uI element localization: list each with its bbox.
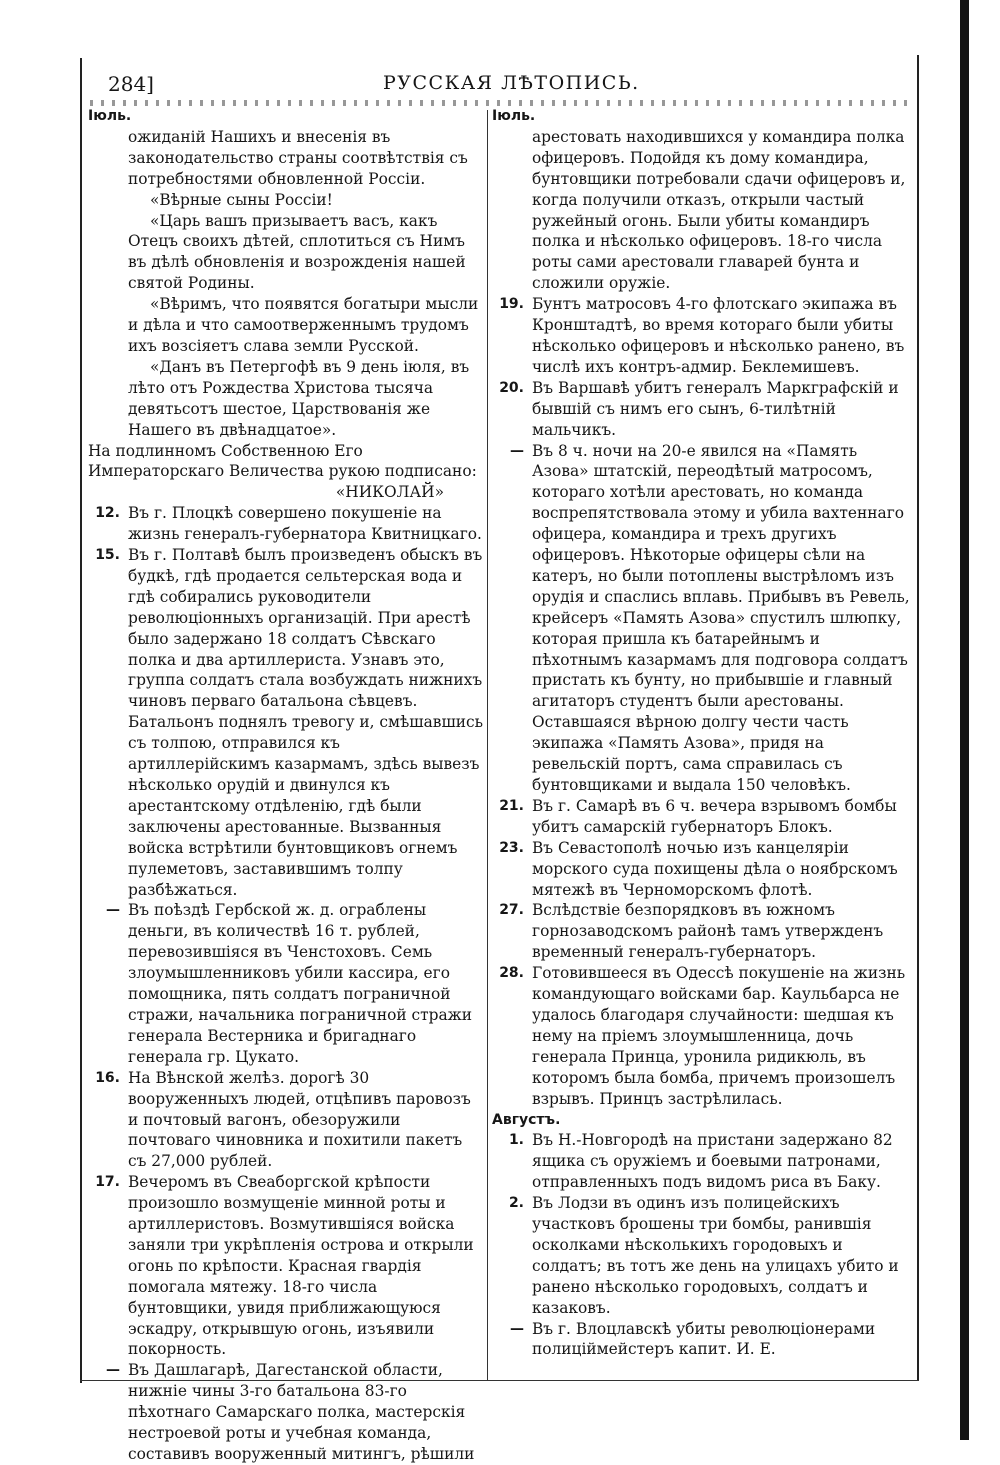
month-label: Іюль. xyxy=(88,108,132,124)
chronicle-entry xyxy=(88,1068,484,1173)
entry-text: Въ Варшавѣ убитъ генералъ Маркграфскій и бывшій съ нимъ его сынъ, 6-тилѣтній мальчикъ. xyxy=(532,378,899,439)
entry-date: 27. xyxy=(499,902,524,919)
chronicle-entry xyxy=(88,900,484,1067)
continuation-paragraph: арестовать находившихся у командира полка офицеровъ. Подойдя къ дому командира, бунтовщики потребовали сдачи офицеровъ и, когда получили отказъ, открыли частый ружейный огонь. Были убиты командиръ полка и нѣсколько офицеровъ. 18-го числа роты сами арестовали главарей бунта и сложили оружіе. xyxy=(532,127,906,293)
chronicle-entry xyxy=(492,378,912,441)
manifesto-paragraph: На подлинномъ Собственною Его Императорскаго Величества рукою подписано: xyxy=(88,441,477,481)
chronicle-entry xyxy=(88,1172,484,1360)
chronicle-entry xyxy=(492,294,912,378)
manifesto-paragraph: ожиданій Нашихъ и внесенія въ законодательство страны соотвѣтствія съ потребностями обновленной Россіи. xyxy=(128,127,468,188)
entry-date: 21. xyxy=(499,797,524,814)
entry-text: Въ г. Плоцкѣ совершено покушеніе на жизнь генералъ-губернатора Квитницкаго. xyxy=(128,504,482,544)
entry-date: 2. xyxy=(508,1195,524,1212)
entry-text: Въ Лодзи въ одинъ изъ полицейскихъ участковъ брошены три бомбы, ранившія осколками нѣсколькихъ городовыхъ и солдатъ; въ тотъ же день на улицахъ убито и ранено нѣсколько городовыхъ, солдатъ и казаковъ. xyxy=(532,1194,899,1317)
chronicle-entry xyxy=(88,545,484,900)
entry-date: 12. xyxy=(95,505,120,522)
chronicle-entry xyxy=(492,796,912,838)
entry-text: Въ г. Самарѣ въ 6 ч. вечера взрывомъ бомбы убитъ самарскій губернаторъ Блокъ. xyxy=(532,796,897,836)
page-header xyxy=(108,72,908,100)
entry-date: 15. xyxy=(95,547,120,564)
entry-date: — xyxy=(510,1320,524,1337)
entry-date: 28. xyxy=(499,965,524,982)
entry-text: Въ Н.-Новгородѣ на пристани задержано 82 ящика съ оружіемъ и боевыми патронами, отправленныхъ подъ видомъ риса въ Баку. xyxy=(532,1131,893,1192)
entry-text: Въ поѣздѣ Гербской ж. д. ограблены деньги, въ количествѣ 16 т. рублей, перевозившіяся въ Ченстоховъ. Семь злоумышленниковъ убили кассира, его помощника, пять солдатъ пограничной стражи, начальника пограничной стражи генерала Вестерника и бригаднаго генерала гр. Цукато. xyxy=(128,901,473,1066)
chronicle-entry xyxy=(492,838,912,901)
entry-date: 17. xyxy=(95,1174,120,1191)
chronicle-entry xyxy=(492,1193,912,1318)
entry-date: 23. xyxy=(499,839,524,856)
chronicle-entry xyxy=(88,1360,484,1465)
column-divider xyxy=(487,110,488,1380)
running-title: РУССКАЯ ЛѢТОПИСЬ. xyxy=(383,72,640,94)
entry-date: — xyxy=(106,902,120,919)
chronicle-entry xyxy=(492,1130,912,1193)
entry-text: Готовившееся въ Одессѣ покушеніе на жизнь командующаго войсками бар. Каульбарса не удалось благодаря случайности: шедшая къ нему на пріемъ злоумышленница, дочь генерала Принца, уронила ридикюль, въ которомъ была бомба, причемъ произошелъ взрывъ. Принцъ застрѣлилась. xyxy=(532,964,906,1108)
right-margin-rule xyxy=(917,55,919,1380)
entry-date: — xyxy=(510,442,524,459)
chronicle-entry xyxy=(88,503,484,545)
right-column xyxy=(492,106,912,1360)
left-margin-rule xyxy=(80,58,82,1383)
entry-text: Въ 8 ч. ночи на 20-е явился на «Память Азова» штатскій, переодѣтый матросомъ, котораго хотѣли арестовать, но команда воспрепятствовала этому и убила вахтеннаго офицера, командира и трехъ другихъ офицеровъ. Нѣкоторые офицеры сѣли на катеръ, но были потоплены выстрѣломъ изъ орудія и спаслись вплавь. Прибывъ въ Ревель, крейсеръ «Память Азова» спустилъ шлюпку, которая пришла къ батарейнымъ и пѣхотнымъ казармамъ для подговора солдатъ пристать къ бунту, но прибывшіе и главный агитаторъ студентъ были арестованы. Оставшаяся вѣрною долгу чести часть экипажа «Память Азова», придя на ревельскій портъ, сама справилась съ бунтовщиками и выдала 150 человѣкъ. xyxy=(532,441,910,794)
entry-date: 20. xyxy=(499,379,524,396)
manifesto-paragraph: «Данъ въ Петергофѣ въ 9 день іюля, въ лѣто отъ Рождества Христова тысяча девятьсотъ шестое, Царствованія же Нашего въ двѣнадцатое». xyxy=(128,357,470,439)
entry-text: Въ г. Полтавѣ былъ произведенъ обыскъ въ будкѣ, гдѣ продается сельтерская вода и гдѣ собирались руководители революціонныхъ организацій. При арестѣ было задержано 18 солдатъ Сѣвскаго полка и два артиллериста. Узнавъ это, группа солдатъ стала возбуждать нижнихъ чиновъ перваго батальона сѣвцевъ. Батальонъ поднялъ тревогу и, смѣшавшись съ толпою, отправился къ артиллерійскимъ казармамъ, здѣсь вывезъ нѣсколько орудій и двинулся къ арестантскому отдѣленію, гдѣ были заключены арестованные. Вызванныя войска встрѣтили бунтовщиковъ огнемъ пулеметовъ, заставившимъ толпу разбѣжаться. xyxy=(128,546,484,899)
manifesto-paragraph: «Вѣримъ, что появятся богатыри мысли и дѣла и что самоотверженнымъ трудомъ ихъ возсіяетъ слава земли Русской. xyxy=(128,295,479,355)
entry-text: Вечеромъ въ Свеаборгской крѣпости произошло возмущеніе минной роты и артиллеристовъ. Возмутившіяся войска заняли три укрѣпленія острова и открыли огонь по крѣпости. Красная гвардія помогала мятежу. 18-го числа бунтовщики, увидя приближающуюся эскадру, открывшую огонь, изъявили покорность. xyxy=(128,1173,474,1359)
signature: «НИКОЛАЙ» xyxy=(335,483,444,502)
chronicle-entry xyxy=(492,900,912,963)
month-label: Августъ. xyxy=(492,1111,561,1128)
month-label: Іюль. xyxy=(492,108,536,124)
page-spine-edge xyxy=(960,0,969,1440)
entry-text: Въ г. Влоцлавскѣ убиты революціонерами полиціймейстеръ капит. И. Е. xyxy=(532,1319,876,1359)
left-column xyxy=(88,106,484,1465)
entry-date: 16. xyxy=(95,1069,120,1086)
page-number: 284] xyxy=(108,72,154,96)
manifesto-paragraph: «Вѣрные сыны Россіи! xyxy=(150,190,333,209)
chronicle-entry xyxy=(492,1319,912,1361)
entry-text: Вслѣдствіе безпорядковъ въ южномъ горнозаводскомъ районѣ тамъ утвержденъ временный генералъ-губернаторъ. xyxy=(532,901,884,962)
entry-text: Въ Дашлагарѣ, Дагестанской области, нижніе чины 3-го батальона 83-го пѣхотнаго Самарскаго полка, мастерскія нестроевой роты и учебная команда, составивъ вооруженный митингъ, рѣшили xyxy=(128,1361,475,1463)
entry-date: 19. xyxy=(499,296,524,313)
entry-text: Бунтъ матросовъ 4-го флотскаго экипажа въ Кронштадтѣ, во время котораго были убиты нѣсколько офицеровъ и нѣсколько ранено, въ числѣ ихъ контръ-адмир. Беклемишевъ. xyxy=(532,295,905,376)
manifesto-paragraph: «Царь вашъ призываетъ васъ, какъ Отецъ своихъ дѣтей, сплотиться съ Нимъ въ дѣлѣ обновленія и возрожденія нашей святой Родины. xyxy=(128,211,466,293)
entry-text: Въ Севастополѣ ночью изъ канцеляріи морского суда похищены дѣла о ноябрскомъ мятежѣ въ Черноморскомъ флотѣ. xyxy=(532,838,898,899)
chronicle-entry xyxy=(492,963,912,1109)
entry-date: 1. xyxy=(508,1132,524,1149)
entry-date: — xyxy=(106,1362,120,1379)
chronicle-entry xyxy=(492,441,912,796)
entry-text: На Вѣнской желѣз. дорогѣ 30 вооруженныхъ людей, отцѣпивъ паровозъ и почтовый вагонъ, обезоружили почтоваго чиновника и похитили пакетъ съ 27,000 рублей. xyxy=(128,1068,471,1171)
